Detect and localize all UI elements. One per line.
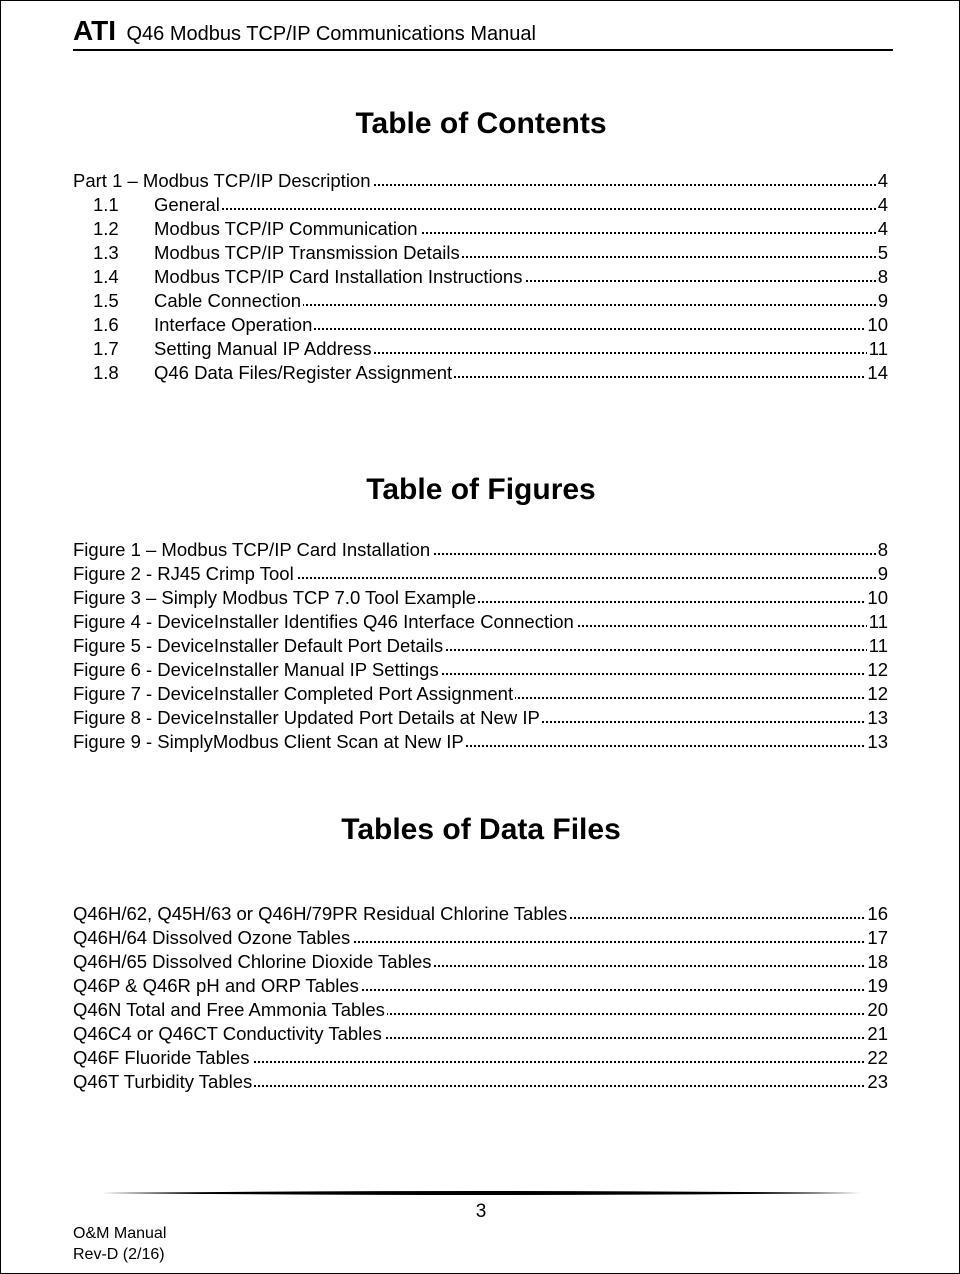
toc-entry-page: 4: [877, 170, 888, 191]
toc-entry-page: 17: [867, 927, 888, 948]
toc-entry-title: Figure 7 - DeviceInstaller Completed Port Assignment: [73, 683, 514, 704]
toc-entry-page: 12: [867, 659, 888, 680]
toc-entry-label: [73, 314, 314, 335]
toc-entry[interactable]: [73, 586, 888, 610]
toc-entry-title: Figure 3 – Simply Modbus TCP 7.0 Tool Example: [73, 587, 477, 608]
toc-entry-number: 1.5: [93, 290, 119, 311]
toc-entry-label: [73, 611, 576, 632]
toc-entry[interactable]: [73, 562, 888, 586]
toc-entry[interactable]: [73, 1022, 888, 1046]
figures-heading: Table of Figures: [366, 473, 596, 506]
toc-entry[interactable]: [73, 1046, 888, 1070]
toc-entry[interactable]: [73, 658, 888, 682]
toc-entry-label: [73, 1071, 254, 1092]
brand-name: ATI: [73, 15, 117, 46]
toc-entry-label: [73, 1023, 384, 1044]
toc-entry-page: 10: [867, 587, 888, 608]
toc-entry-title: Modbus TCP/IP Communication: [154, 218, 418, 239]
toc-entry-title: Figure 8 - DeviceInstaller Updated Port Details at New IP: [73, 707, 540, 728]
page-number: 3: [475, 1201, 487, 1222]
toc-entry[interactable]: [73, 634, 888, 658]
toc-entry[interactable]: [73, 902, 888, 926]
toc-entry-label: [73, 290, 303, 311]
toc-entry-page: 21: [867, 1023, 888, 1044]
toc-entry-label: [73, 903, 569, 924]
toc-entry-label: [73, 338, 374, 359]
toc-entry[interactable]: [73, 730, 888, 754]
toc-entry[interactable]: [73, 361, 888, 385]
toc-entry-page: 10: [867, 314, 888, 335]
toc-entry-label: [73, 951, 434, 972]
toc-entry[interactable]: [73, 610, 888, 634]
footer-info: [73, 1223, 166, 1265]
toc-entry-page: 11: [868, 635, 888, 656]
toc-entry[interactable]: [73, 193, 888, 217]
toc-entry-title: Figure 5 - DeviceInstaller Default Port Details: [73, 635, 444, 656]
toc-entry[interactable]: [73, 950, 888, 974]
toc-entry-number: 1.8: [93, 362, 119, 383]
toc-entry-title: Figure 4 - DeviceInstaller Identifies Q46 Interface Connection: [73, 611, 574, 632]
toc-entry[interactable]: [73, 217, 888, 241]
toc-entry-title: Q46C4 or Q46CT Conductivity Tables: [73, 1023, 382, 1044]
toc-entry[interactable]: [73, 998, 888, 1022]
toc-entry-number: 1.7: [93, 338, 119, 359]
figures-list: [73, 538, 888, 754]
toc-entry[interactable]: [73, 1070, 888, 1094]
data-files-list: [73, 902, 888, 1094]
toc-entry[interactable]: [73, 974, 888, 998]
toc-entry-title: Q46P & Q46R pH and ORP Tables: [73, 975, 359, 996]
toc-entry-page: 13: [867, 731, 888, 752]
page-header: [73, 15, 536, 47]
toc-entry[interactable]: [73, 926, 888, 950]
toc-entry-label: [73, 194, 222, 215]
toc-entry-label: [73, 362, 454, 383]
contents-list: [73, 169, 888, 385]
toc-entry-title: Q46T Turbidity Tables: [73, 1071, 253, 1092]
toc-entry-label: [73, 707, 542, 728]
toc-entry-label: [73, 1047, 252, 1068]
toc-entry-page: 4: [877, 194, 888, 215]
header-divider: [73, 49, 893, 51]
toc-entry-page: 13: [867, 707, 888, 728]
toc-entry-page: 20: [867, 999, 888, 1020]
toc-entry-number: 1.1: [93, 194, 119, 215]
toc-entry-page: 19: [867, 975, 888, 996]
toc-entry-page: 5: [877, 242, 888, 263]
toc-entry-number: 1.3: [93, 242, 119, 263]
toc-entry-page: 14: [867, 362, 888, 383]
toc-entry-title: Q46H/62, Q45H/63 or Q46H/79PR Residual Chlorine Tables: [73, 903, 568, 924]
toc-entry[interactable]: [73, 265, 888, 289]
toc-entry-label: [73, 242, 462, 263]
toc-entry[interactable]: [73, 538, 888, 562]
document-title: Q46 Modbus TCP/IP Communications Manual: [126, 23, 536, 45]
toc-entry-title: Q46H/64 Dissolved Ozone Tables: [73, 927, 351, 948]
toc-entry-number: 1.6: [93, 314, 119, 335]
toc-entry[interactable]: [73, 289, 888, 313]
toc-entry-number: 1.2: [93, 218, 119, 239]
toc-entry-page: 12: [867, 683, 888, 704]
toc-entry-page: 23: [867, 1071, 888, 1092]
toc-entry-label: [73, 975, 361, 996]
toc-entry-label: [73, 731, 466, 752]
toc-entry-title: Q46N Total and Free Ammonia Tables: [73, 999, 385, 1020]
manual-type: O&M Manual: [73, 1225, 167, 1242]
revision: Rev-D (2/16): [73, 1246, 165, 1263]
toc-entry-title: Q46F Fluoride Tables: [73, 1047, 250, 1068]
toc-entry-label: [73, 659, 441, 680]
toc-entry-label: [73, 539, 432, 560]
toc-entry-page: 11: [868, 611, 888, 632]
toc-entry-page: 8: [877, 539, 888, 560]
toc-entry-label: [73, 170, 373, 191]
toc-entry-label: [73, 683, 515, 704]
toc-entry-page: 22: [867, 1047, 888, 1068]
toc-entry-label: [73, 927, 352, 948]
footer-divider: [101, 1190, 861, 1196]
toc-entry-page: 16: [867, 903, 888, 924]
toc-entry-title: Q46H/65 Dissolved Chlorine Dioxide Tables: [73, 951, 432, 972]
toc-entry-label: [73, 999, 387, 1020]
toc-entry-label: [73, 635, 445, 656]
toc-entry-title: Setting Manual IP Address: [154, 338, 372, 359]
toc-entry-title: Cable Connection: [154, 290, 302, 311]
toc-entry-title: Interface Operation: [154, 314, 313, 335]
toc-entry-title: Figure 9 - SimplyModbus Client Scan at New IP: [73, 731, 464, 752]
toc-entry-title: General: [154, 194, 220, 215]
toc-entry[interactable]: [73, 241, 888, 265]
toc-entry-title: Modbus TCP/IP Card Installation Instructions: [154, 266, 523, 287]
data-files-heading: Tables of Data Files: [341, 813, 621, 846]
toc-entry-title: Modbus TCP/IP Transmission Details: [154, 242, 460, 263]
toc-entry-page: 4: [877, 218, 888, 239]
contents-heading: Table of Contents: [355, 107, 607, 140]
toc-entry[interactable]: [73, 682, 888, 706]
toc-entry-title: Figure 2 - RJ45 Crimp Tool: [73, 563, 294, 584]
toc-entry-label: [73, 563, 296, 584]
toc-entry-label: [73, 218, 420, 239]
toc-entry-label: [73, 587, 478, 608]
toc-entry-title: Q46 Data Files/Register Assignment: [154, 362, 453, 383]
toc-entry[interactable]: [73, 706, 888, 730]
toc-entry-number: 1.4: [93, 266, 119, 287]
toc-entry-page: 9: [877, 290, 888, 311]
toc-entry-title: Part 1 – Modbus TCP/IP Description: [73, 170, 371, 191]
toc-entry-title: Figure 1 – Modbus TCP/IP Card Installation: [73, 539, 431, 560]
toc-entry-page: 9: [877, 563, 888, 584]
toc-entry-page: 18: [867, 951, 888, 972]
toc-entry-title: Figure 6 - DeviceInstaller Manual IP Settings: [73, 659, 439, 680]
toc-entry[interactable]: [73, 313, 888, 337]
toc-entry-label: [73, 266, 524, 287]
toc-entry-page: 8: [877, 266, 888, 287]
toc-entry[interactable]: [73, 169, 888, 193]
toc-entry-page: 11: [868, 338, 888, 359]
toc-entry[interactable]: [73, 337, 888, 361]
